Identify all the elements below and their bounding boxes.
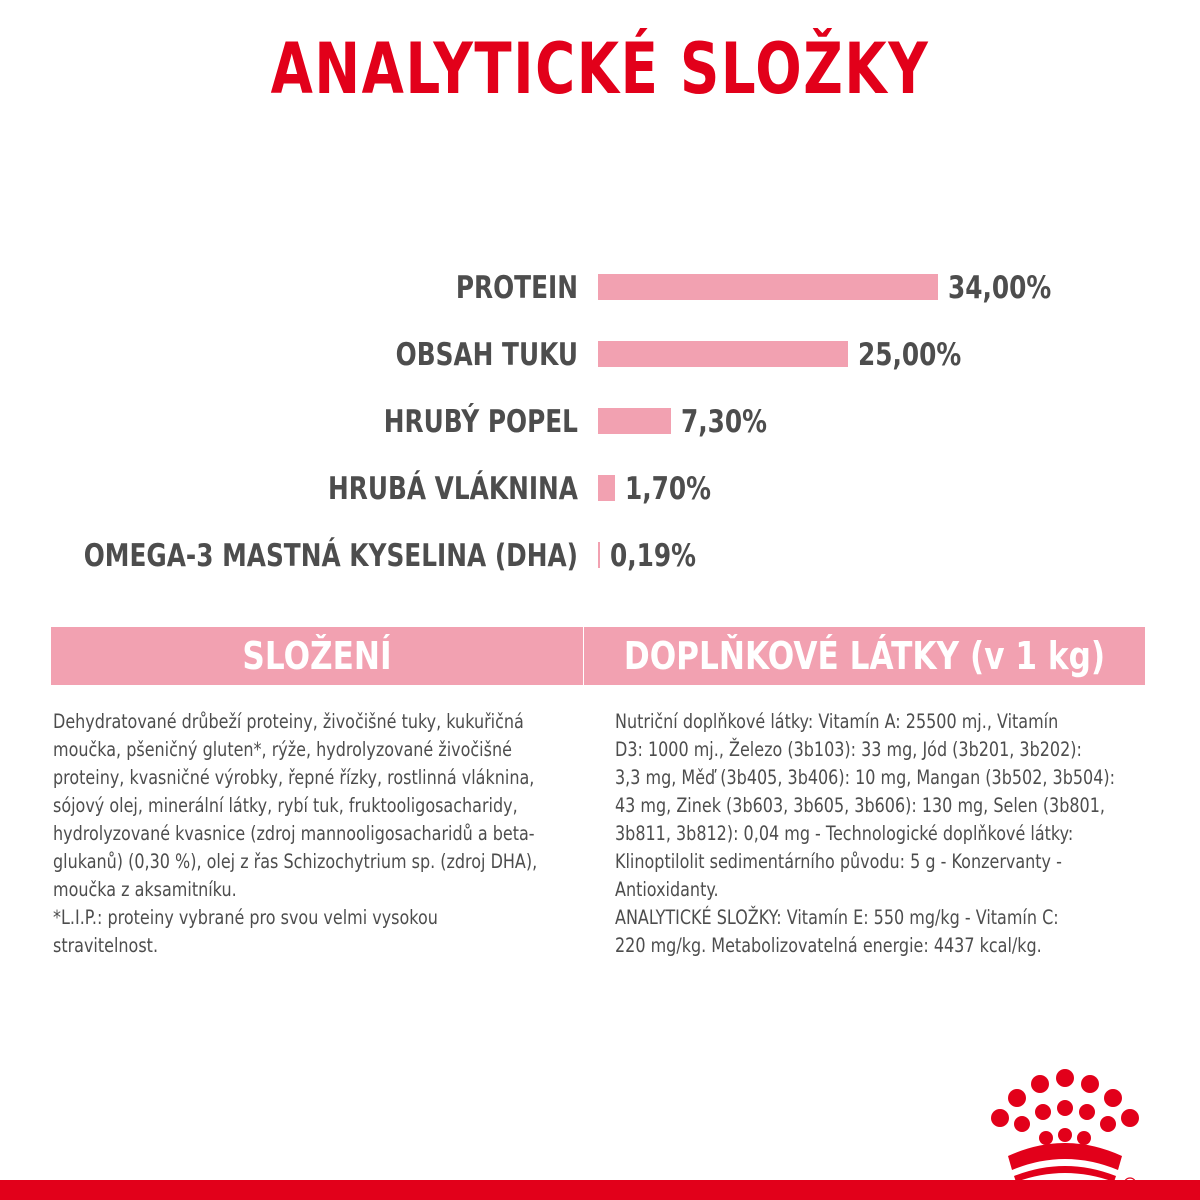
chart-category-label: PROTEIN bbox=[455, 269, 578, 306]
royal-canin-crown-icon bbox=[980, 1058, 1145, 1193]
chart-bar bbox=[598, 408, 671, 434]
chart-bar bbox=[598, 542, 600, 568]
chart-value-label: 1,70% bbox=[625, 470, 712, 507]
chart-bar bbox=[598, 475, 615, 501]
chart-category-label: OMEGA-3 MASTNÁ KYSELINA (DHA) bbox=[83, 537, 578, 574]
chart-value-label: 7,30% bbox=[681, 403, 768, 440]
composition-text: Dehydratované drůbeží proteiny, živočišné tuky, kukuřičná moučka, pšeničný gluten*, rýže, hydrolyzované živočišné proteiny, kvasničné výrobky, řepné řízky, rostlinná vláknina, sójový olej, minerální látky, rybí tuk, fruktooligosacharidy, hydrolyzované kvasnice (zdroj mannooligosacharidů a beta- glukanů) (0,30 %), olej z řas Schizochytrium sp. (zdroj DHA), moučka z aksamitníku. *L.I.P.: proteiny vybrané pro svou velmi vysokou stravitelnost. bbox=[53, 710, 538, 957]
page-title: ANALYTICKÉ SLOŽKY bbox=[270, 28, 930, 110]
chart-category-label: HRUBÁ VLÁKNINA bbox=[328, 470, 578, 507]
additives-title: DOPLŇKOVÉ LÁTKY (v 1 kg) bbox=[623, 634, 1106, 678]
additives-header bbox=[584, 627, 1145, 685]
chart-value-label: 25,00% bbox=[858, 336, 962, 373]
chart-category-label: HRUBÝ POPEL bbox=[383, 403, 578, 440]
composition-title: SLOŽENÍ bbox=[242, 634, 392, 678]
composition-header bbox=[51, 627, 583, 685]
bottom-band bbox=[0, 1180, 1200, 1200]
nutrient-bar-chart bbox=[0, 250, 1200, 590]
chart-bar bbox=[598, 274, 938, 300]
chart-bar bbox=[598, 341, 848, 367]
additives-text: Nutriční doplňkové látky: Vitamín A: 25500 mj., Vitamín D3: 1000 mj., Železo (3b103): 33 mg, Jód (3b201, 3b202): 3,3 mg, Měď (3b405, 3b406): 10 mg, Mangan (3b502, 3b504): 43 mg, Zinek (3b603, 3b605, 3b606): 130 mg, Selen (3b801, 3b811, 3b812): 0,04 mg - Technologické doplňkové látky: Klinoptilolit sedimentárního původu: 5 g - Konzervanty - Antioxidanty. ANALYTICKÉ SLOŽKY: Vitamín E: 550 mg/kg - Vitamín C: 220 mg/kg. Metabolizovatelná energie: 4437 kcal/kg. bbox=[615, 710, 1116, 957]
chart-value-label: 34,00% bbox=[948, 269, 1052, 306]
chart-category-label: OBSAH TUKU bbox=[395, 336, 578, 373]
chart-value-label: 0,19% bbox=[610, 537, 697, 574]
